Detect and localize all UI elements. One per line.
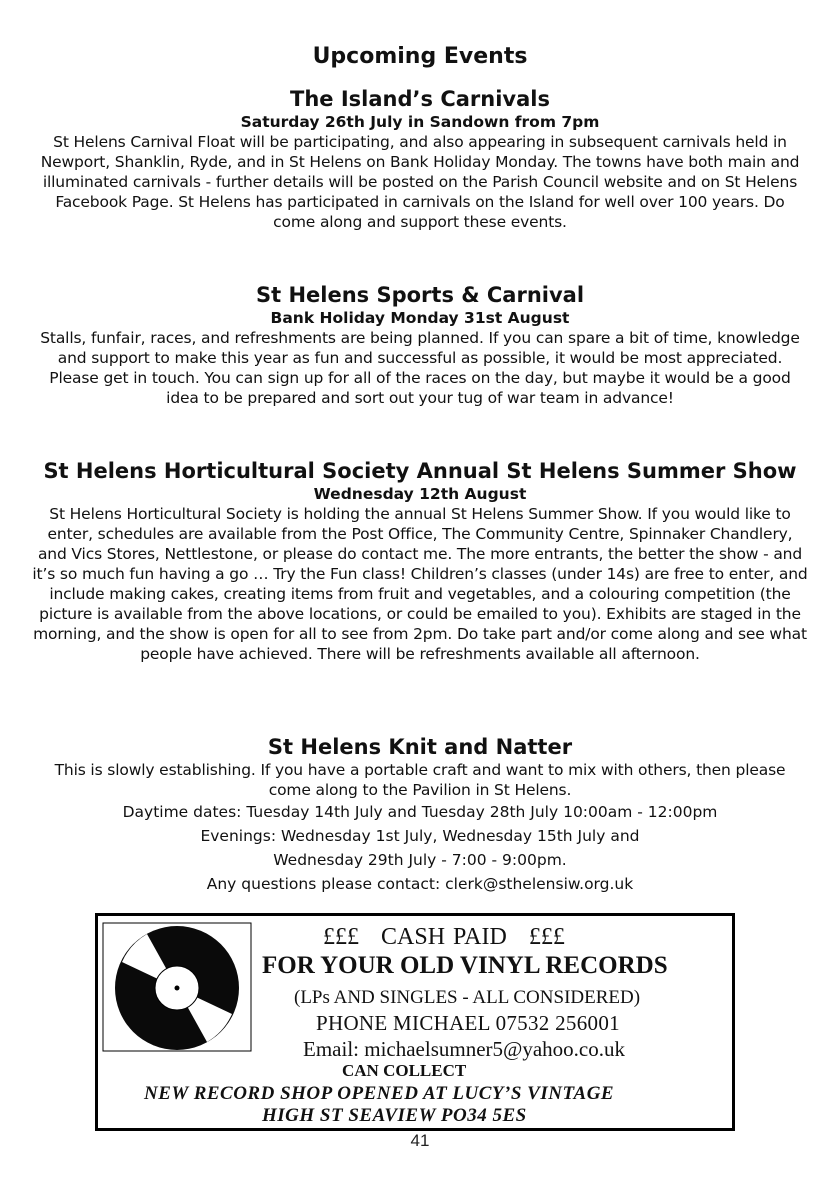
advert-shop-line: NEW RECORD SHOP OPENED AT LUCY’S VINTAGE: [144, 1083, 615, 1104]
advert-can-collect: CAN COLLECT: [342, 1061, 467, 1080]
advert-pounds-right: £££: [528, 924, 565, 950]
event-date: Bank Holiday Monday 31st August: [270, 309, 570, 327]
event-summer-show: [32, 458, 808, 664]
advert-shop-address: HIGH ST SEAVIEW PO34 5ES: [262, 1105, 527, 1126]
event-date: Saturday 26th July in Sandown from 7pm: [240, 113, 600, 131]
advert-cash-paid-line: [323, 924, 565, 951]
event-description: St Helens Carnival Float will be participating, and also appearing in subsequent carnivals held in Newport, Shanklin, Ryde, and in St Helens on Bank Holiday Monday. The towns have both main and illuminated carnivals - further details will be posted on the Parish Council website and on St Helens Facebook Page. St Helens has participated in carnivals on the Island for well over 100 years. Do come along and support these events.: [40, 133, 800, 231]
event-title: The Island’s Carnivals: [290, 87, 550, 111]
event-description: Stalls, funfair, races, and refreshments are being planned. If you can spare a bit of time, knowledge and support to make this year as fun and successful as possible, it would be most appreciated. Please get in touch. You can sign up for all of the races on the day, but maybe it would be a good idea to be prepared and sort out your tug of war team in advance!: [40, 329, 800, 407]
advert-cash-paid: CASH PAID: [381, 924, 507, 950]
event-description: St Helens Horticultural Society is holding the annual St Helens Summer Show. If you would like to enter, schedules are available from the Post Office, The Community Centre, Spinnaker Chandlery, and Vics Stores, Nettlestone, or please do contact me. The more entrants, the better the show - and it’s so much fun having a go … Try the Fun class! Children’s classes (under 14s) are free to enter, and include making cakes, creating items from fruit and vegetables, and a colouring competition (the picture is available from the above locations, or could be emailed to you). Exhibits are staged in the morning, and the show is open for all to see from 2pm. Do take part and/or come along and see what people have achieved. There will be refreshments available all afternoon.: [32, 505, 808, 663]
event-title: St Helens Horticultural Society Annual St Helens Summer Show: [43, 459, 797, 483]
event-evening-dates-cont: Wednesday 29th July - 7:00 - 9:00pm.: [273, 851, 567, 869]
event-contact: Any questions please contact: clerk@sthelensiw.org.uk: [206, 875, 634, 893]
advert-headline: FOR YOUR OLD VINYL RECORDS: [262, 952, 668, 979]
event-title: St Helens Sports & Carnival: [255, 283, 585, 307]
event-date: Wednesday 12th August: [313, 485, 527, 503]
advert-email: Email: michaelsumner5@yahoo.co.uk: [303, 1037, 626, 1061]
page-title: Upcoming Events: [312, 44, 528, 69]
vinyl-record-icon: [102, 922, 252, 1052]
page-number: 41: [410, 1131, 430, 1150]
event-island-carnivals: [32, 86, 808, 232]
vinyl-records-advert: [95, 913, 735, 1131]
event-sports-carnival: [32, 282, 808, 408]
advert-pounds-left: £££: [323, 924, 359, 950]
advert-subline: (LPs AND SINGLES - ALL CONSIDERED): [294, 987, 641, 1008]
event-knit-and-natter: [32, 734, 808, 896]
event-description: This is slowly establishing. If you have a portable craft and want to mix with others, then please come along to the Pavilion in St Helens.: [54, 761, 786, 799]
event-title: St Helens Knit and Natter: [267, 735, 573, 759]
advert-phone: PHONE MICHAEL 07532 256001: [316, 1011, 620, 1035]
event-daytime-dates: Daytime dates: Tuesday 14th July and Tuesday 28th July 10:00am - 12:00pm: [122, 803, 718, 821]
event-evening-dates: Evenings: Wednesday 1st July, Wednesday 15th July and: [200, 827, 640, 845]
